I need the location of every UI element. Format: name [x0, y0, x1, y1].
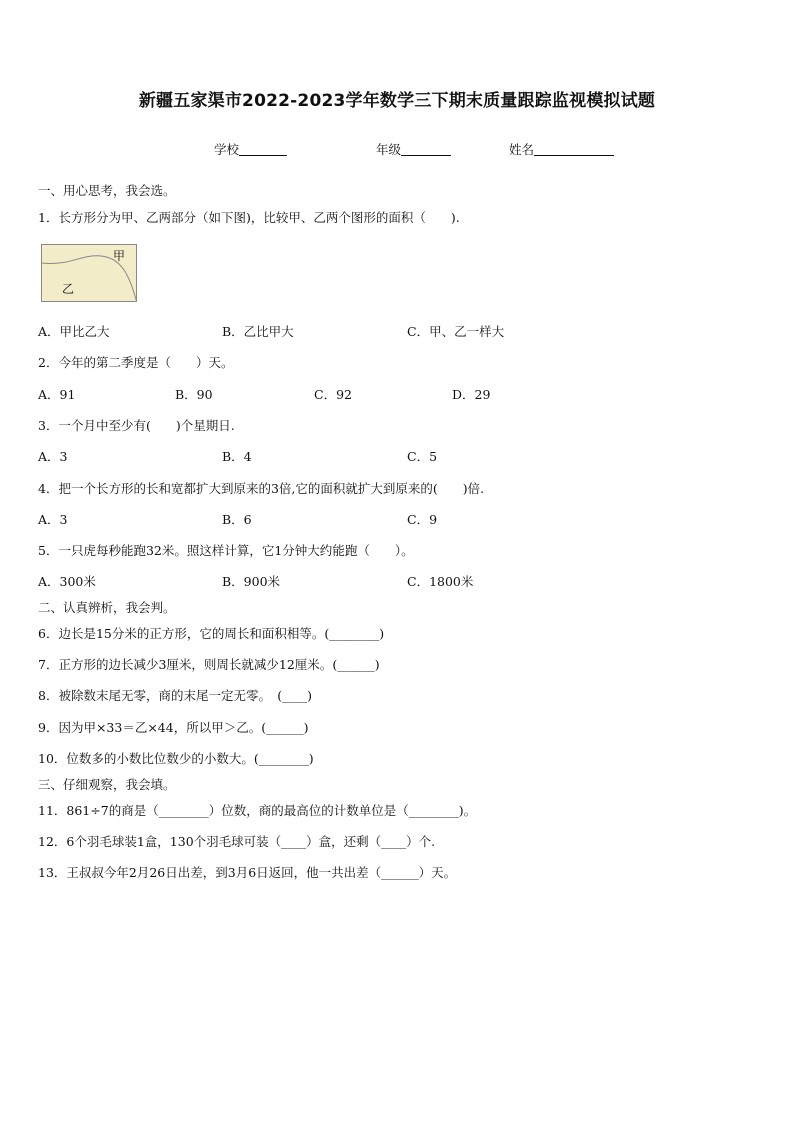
school-label: 学校 [214, 142, 240, 157]
question-11: 11．861÷7的商是（________）位数，商的最高位的计数单位是（________)。 [38, 803, 477, 818]
question-5: 5．一只虎每秒能跑32米。照这样计算，它1分钟大约能跑（ ）。 [38, 543, 414, 558]
grade-field [376, 140, 451, 158]
q4-option-a[interactable]: A．3 [38, 512, 68, 527]
question-1: 1．长方形分为甲、乙两部分（如下图)，比较甲、乙两个图形的面积（ ). [38, 210, 460, 225]
section-heading-1: 一、用心思考，我会选。 [38, 183, 176, 198]
question-4: 4．把一个长方形的长和宽都扩大到原来的3倍,它的面积就扩大到原来的( )倍. [38, 481, 485, 496]
q2-option-a[interactable]: A．91 [38, 387, 76, 402]
question-7: 7．正方形的边长减少3厘米，则周长就减少12厘米。(______) [38, 657, 380, 672]
q4-option-c[interactable]: C．9 [407, 512, 438, 527]
q2-option-c[interactable]: C．92 [314, 387, 352, 402]
q1-option-a[interactable]: A．甲比乙大 [38, 324, 110, 339]
q3-option-a[interactable]: A．3 [38, 449, 68, 464]
question-6: 6．边长是15分米的正方形，它的周长和面积相等。(________) [38, 626, 385, 641]
page-title: 新疆五家渠市2022-2023学年数学三下期末质量跟踪监视模拟试题 [138, 91, 656, 111]
q3-option-b[interactable]: B．4 [222, 449, 252, 464]
q1-option-c[interactable]: C．甲、乙一样大 [407, 324, 505, 339]
q2-option-d[interactable]: D．29 [452, 387, 491, 402]
grade-blank[interactable] [401, 142, 451, 156]
grade-label: 年级 [376, 142, 402, 157]
figure-label-yi: 乙 [62, 282, 75, 296]
q5-option-a[interactable]: A．300米 [38, 574, 96, 589]
name-blank[interactable] [534, 142, 614, 156]
q1-option-b[interactable]: B．乙比甲大 [222, 324, 294, 339]
q5-option-c[interactable]: C．1800米 [407, 574, 474, 589]
name-label: 姓名 [509, 142, 535, 157]
school-field [214, 140, 287, 158]
q2-option-b[interactable]: B．90 [175, 387, 213, 402]
question-13: 13．王叔叔今年2月26日出差，到3月6日返回，他一共出差（______）天。 [38, 865, 457, 880]
question-2: 2．今年的第二季度是（ ）天。 [38, 355, 234, 370]
question-3: 3．一个月中至少有( )个星期日. [38, 418, 235, 433]
question-12: 12．6个羽毛球装1盒，130个羽毛球可装（____）盒，还剩（____）个. [38, 834, 436, 849]
q5-option-b[interactable]: B．900米 [222, 574, 281, 589]
school-blank[interactable] [239, 142, 287, 156]
q4-option-b[interactable]: B．6 [222, 512, 252, 527]
rectangle-figure [41, 244, 137, 302]
question-10: 10．位数多的小数比位数少的小数大。(________) [38, 751, 314, 766]
figure-label-jia: 甲 [113, 249, 126, 263]
section-heading-2: 二、认真辨析，我会判。 [38, 600, 176, 615]
question-9: 9．因为甲×33＝乙×44，所以甲＞乙。(______) [38, 720, 309, 735]
q3-option-c[interactable]: C．5 [407, 449, 438, 464]
question-8: 8．被除数末尾无零，商的末尾一定无零。 (____) [38, 688, 312, 703]
name-field [509, 140, 614, 158]
section-heading-3: 三、仔细观察，我会填。 [38, 777, 176, 792]
